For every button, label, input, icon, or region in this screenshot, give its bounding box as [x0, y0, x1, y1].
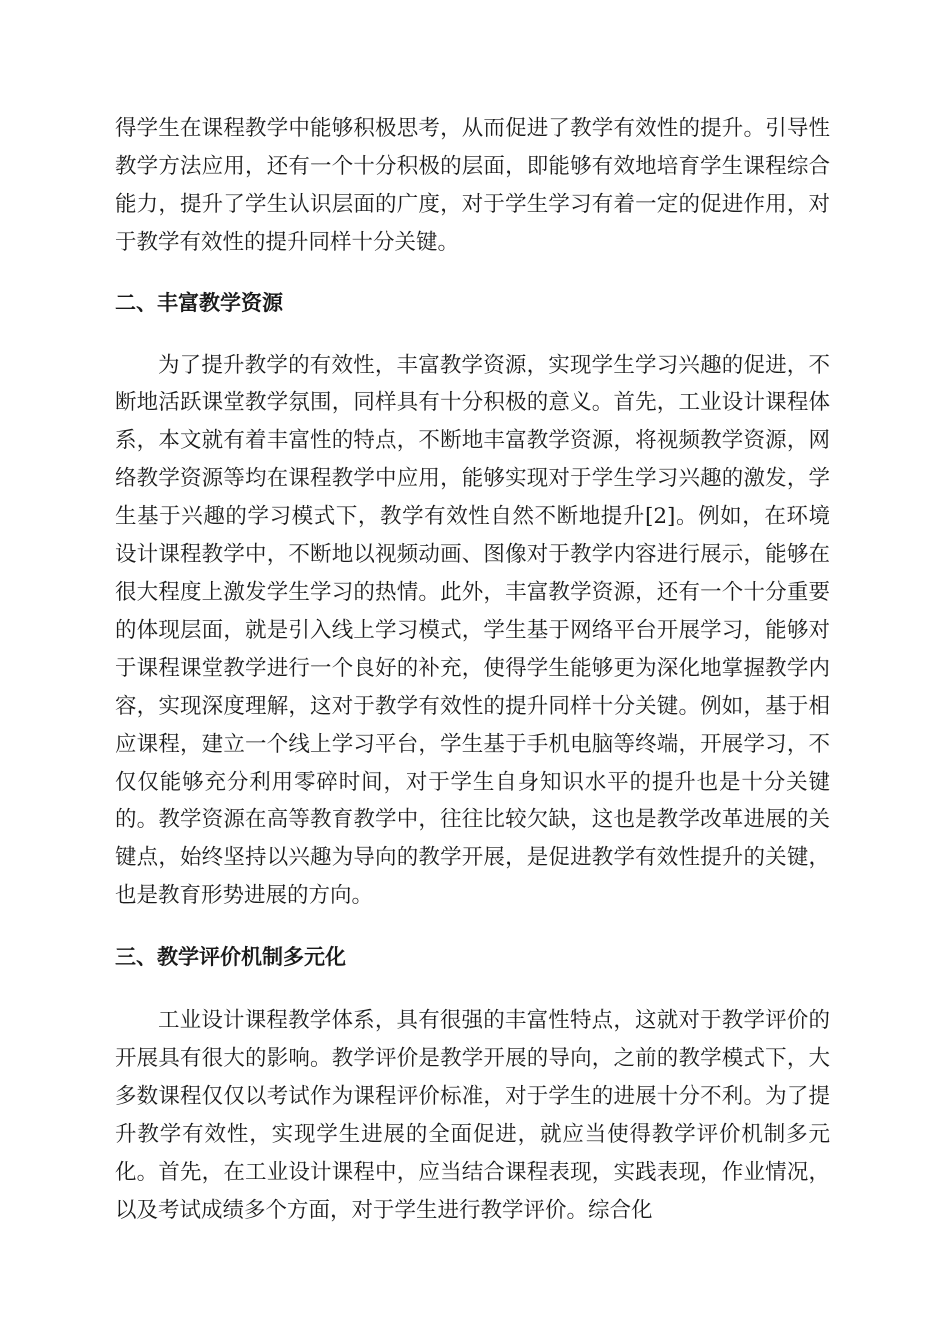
body-paragraph-1: 得学生在课程教学中能够积极思考，从而促进了教学有效性的提升。引导性教学方法应用，还有一个十分积极的层面，即能够有效地培育学生课程综合能力，提升了学生认识层面的广度，对于学生学习有着一定的促进作用，对于教学有效性的提升同样十分关键。 — [115, 116, 830, 255]
section-heading-2: 二、丰富教学资源 — [115, 290, 283, 315]
section-heading-3: 三、教学评价机制多元化 — [115, 945, 346, 970]
body-paragraph-2: 为了提升教学的有效性，丰富教学资源，实现学生学习兴趣的促进，不断地活跃课堂教学氛围，同样具有十分积极的意义。首先，工业设计课程体系，本文就有着丰富性的特点，不断地丰富教学资源，将视频教学资源，网络教学资源等均在课程教学中应用，能够实现对于学生学习兴趣的激发，学生基于兴趣的学习模式下，教学有效性自然不断地提升[2]。例如，在环境设计课程教学中，不断地以视频动画、图像对于教学内容进行展示，能够在很大程度上激发学生学习的热情。此外，丰富教学资源，还有一个十分重要的体现层面，就是引入线上学习模式，学生基于网络平台开展学习，能够对于课程课堂教学进行一个良好的补充，使得学生能够更为深化地掌握教学内容，实现深度理解，这对于教学有效性的提升同样十分关键。例如，基于相应课程，建立一个线上学习平台，学生基于手机电脑等终端，开展学习，不仅仅能够充分利用零碎时间，对于学生自身知识水平的提升也是十分关键的。教学资源在高等教育教学中，往往比较欠缺，这也是教学改革进展的关键点，始终坚持以兴趣为导向的教学开展，是促进教学有效性提升的关键，也是教育形势进展的方向。 — [115, 352, 830, 909]
body-paragraph-3: 工业设计课程教学体系，具有很强的丰富性特点，这就对于教学评价的开展具有很大的影响。教学评价是教学开展的导向，之前的教学模式下，大多数课程仅仅以考试作为课程评价标准，对于学生的进展十分不利。为了提升教学有效性，实现学生进展的全面促进，就应当使得教学评价机制多元化。首先，在工业设计课程中，应当结合课程表现，实践表现，作业情况，以及考试成绩多个方面，对于学生进行教学评价。综合化 — [115, 1008, 830, 1223]
